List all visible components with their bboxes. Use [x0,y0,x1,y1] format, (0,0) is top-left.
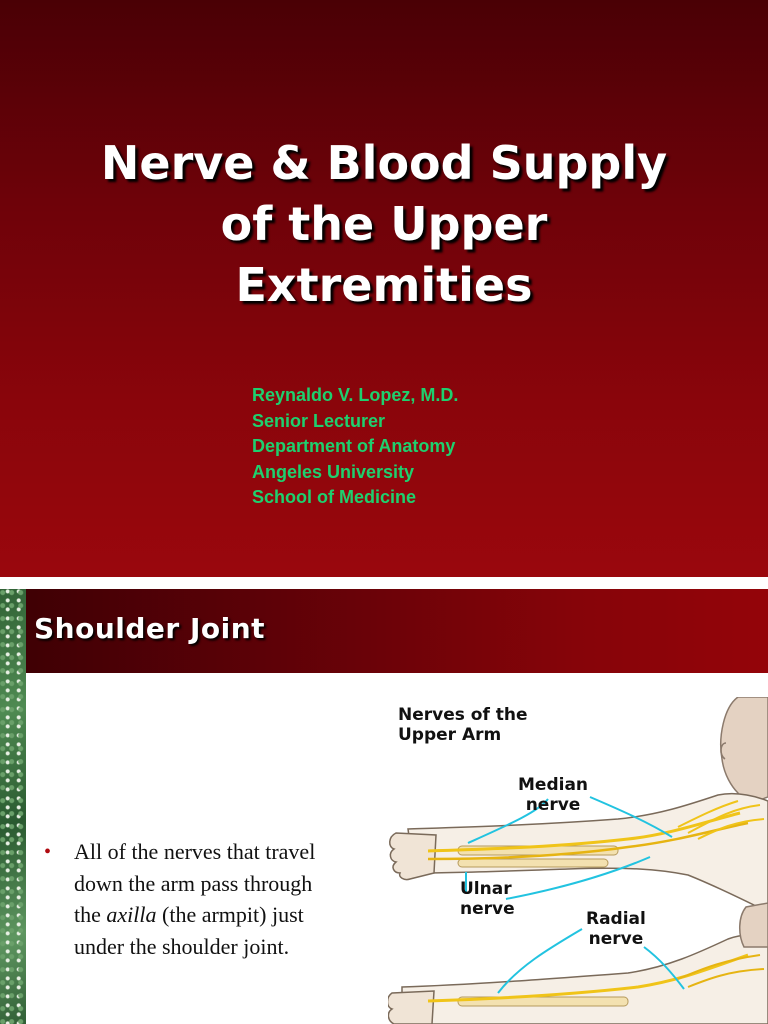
title-line-1: Nerve & Blood Supply [100,136,668,190]
bullet-icon: • [44,841,52,863]
author-block [252,383,458,511]
bullet-line-4: under the shoulder joint. [74,933,290,959]
marble-edge-decoration [0,589,26,1024]
hand-1 [390,833,436,880]
median-label-line-1: Median [518,775,589,795]
hand-2 [388,991,434,1024]
median-label-line-2: nerve [525,795,581,815]
author-university: Angeles University [252,461,415,482]
author-department: Department of Anatomy [252,436,456,456]
ulnar-nerve-label [460,879,515,919]
author-name: Reynaldo V. Lopez, M.D. [252,385,459,405]
radial-label-line-2: nerve [588,929,644,949]
radial-nerve-label [586,909,646,949]
bullet-line-3-end: (the armpit) just [156,902,304,927]
slide-separator [0,577,768,589]
illustration-heading [398,705,528,745]
slide2-title: Shoulder Joint [34,612,266,645]
bullet-text [74,836,394,962]
shoulder-joint-slide [0,589,768,1024]
bullet-line-2: down the arm pass through [74,870,313,896]
nerves-illustration [388,697,768,1024]
ulnar-label-line-1: Ulnar [460,879,512,899]
heading-line-1: Nerves of the [398,705,528,725]
bullet-line-3 [74,899,394,931]
median-nerve-label [518,775,588,815]
ulnar-label-line-2: nerve [460,899,515,919]
title-line-2: of the Upper [220,197,548,251]
bullet-line-3-start: the [74,902,107,927]
author-role: Senior Lecturer [252,410,386,431]
title-line-3: Extremities [235,258,533,312]
upper-arm-2 [402,935,768,1024]
head-2 [740,903,768,947]
radial-label-line-1: Radial [586,909,646,929]
arm-nerves-drawing [388,697,768,1024]
bullet-line-1: All of the nerves that travel [74,839,316,864]
slide-title [0,133,768,316]
ulna-bone-1 [458,859,608,867]
author-school: School of Medicine [252,487,417,507]
heading-line-2: Upper Arm [398,725,502,745]
axilla-term: axilla [106,902,157,927]
